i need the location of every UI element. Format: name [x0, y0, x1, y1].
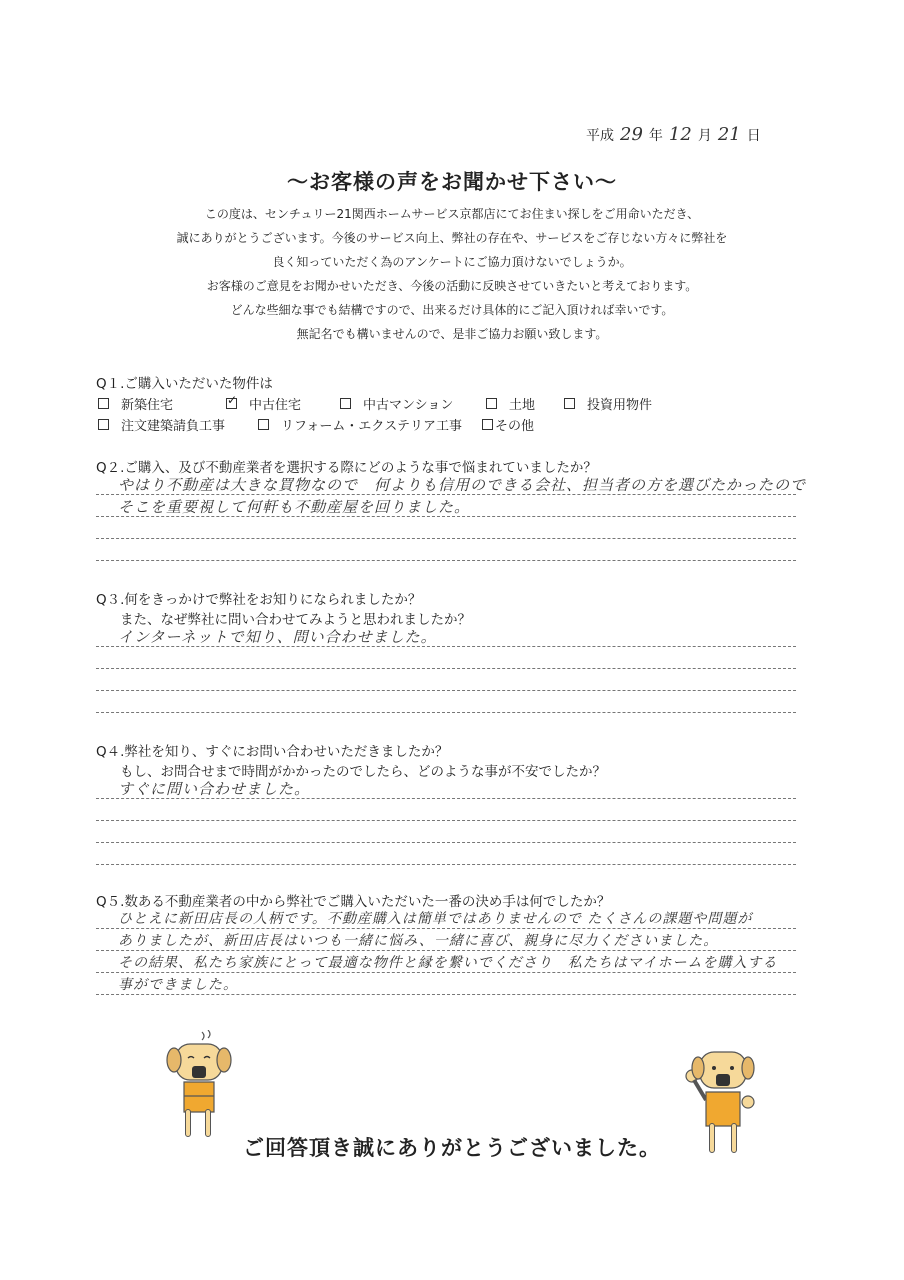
answer-line — [96, 516, 796, 517]
option-label: 土地 — [509, 398, 536, 413]
q2-answer-line: そこを重要視して何軒も不動産屋を回りました。 — [118, 498, 471, 516]
answer-line — [96, 690, 796, 691]
q4-subquestion: もし、お問合せまで時間がかかったのでしたら、どのような事が不安でしたか？ — [120, 764, 606, 780]
answer-line — [96, 972, 796, 973]
dog-mascot-arms-crossed-icon — [162, 1030, 242, 1140]
q2-question: Q２.ご購入、及び不動産業者を選択する際にどのような事で悩まれていましたか？ — [96, 460, 597, 476]
intro-paragraph — [0, 202, 904, 346]
option-reform[interactable] — [258, 415, 466, 434]
option-toshi[interactable] — [564, 394, 652, 413]
option-chuko-mansion[interactable] — [340, 394, 470, 413]
checkbox-chuko-jutaku-checked[interactable] — [226, 398, 237, 409]
option-sonota[interactable] — [482, 415, 534, 434]
answer-line — [96, 712, 796, 713]
q5-answer-line: ひとえに新田店長の人柄です。不動産購入は簡単ではありませんので たくさんの課題や問題が — [118, 911, 753, 927]
closing-thanks: ご回答頂き誠にありがとうございました。 — [243, 1136, 661, 1160]
date-line — [586, 124, 761, 145]
q3-answer-line: インターネットで知り、問い合わせました。 — [118, 628, 437, 646]
answer-line — [96, 928, 796, 929]
intro-line: お客様のご意見をお聞かせいただき、今後の活動に反映させていきたいと考えております。 — [206, 279, 698, 293]
answer-line — [96, 646, 796, 647]
checkbox-reform[interactable] — [258, 419, 269, 430]
answer-line — [96, 560, 796, 561]
q5-answer-line: ありましたが、新田店長はいつも一緒に悩み、一緒に喜び、親身に尽力くださいました。 — [118, 933, 719, 949]
checkbox-chumon[interactable] — [98, 419, 109, 430]
q4-question: Q４.弊社を知り、すぐにお問い合わせいただきましたか？ — [96, 744, 449, 760]
answer-line — [96, 842, 796, 843]
page-title: 〜お客様の声をお聞かせ下さい〜 — [287, 170, 617, 194]
answer-line — [96, 538, 796, 539]
checkbox-tochi[interactable] — [486, 398, 497, 409]
answer-line — [96, 864, 796, 865]
answer-line — [96, 798, 796, 799]
q3-subquestion: また、なぜ弊社に問い合わせてみようと思われましたか？ — [120, 612, 471, 628]
q4-answer-line: すぐに問い合わせました。 — [118, 780, 311, 798]
checkbox-shinchiku[interactable] — [98, 398, 109, 409]
option-label: 中古マンション — [363, 398, 454, 413]
checkbox-chuko-mansion[interactable] — [340, 398, 351, 409]
option-shinchiku[interactable] — [98, 394, 210, 413]
answer-line — [96, 950, 796, 951]
answer-line — [96, 994, 796, 995]
option-chumon[interactable] — [98, 415, 242, 434]
date-year-handwritten: 29 — [620, 124, 643, 145]
q5-answer-line: その結果、私たち家族にとって最適な物件と縁を繋いでくださり 私たちはマイホームを購入する — [118, 955, 778, 971]
option-tochi[interactable] — [486, 394, 548, 413]
checkbox-sonota[interactable] — [482, 419, 493, 430]
date-era: 平成 — [586, 128, 614, 144]
date-month-label: 月 — [697, 128, 712, 144]
q1-options-row2 — [98, 415, 550, 434]
intro-line: この度は、センチュリー21関西ホームサービス京都店にてお住まい探しをご用命いただき、 — [204, 207, 700, 221]
q1-question: Q１.ご購入いただいた物件は — [96, 376, 273, 392]
q2-answer-line: やはり不動産は大きな買物なので 何よりも信用のできる会社、担当者の方を選びたかったので — [118, 476, 807, 494]
checkbox-toshi[interactable] — [564, 398, 575, 409]
option-label: リフォーム・エクステリア工事 — [281, 419, 462, 434]
date-day-handwritten: 21 — [717, 124, 741, 145]
intro-line: 無記名でも構いませんので、是非ご協力お願い致します。 — [296, 327, 608, 341]
q5-answer-line: 事ができました。 — [118, 977, 238, 993]
option-chuko-jutaku[interactable] — [226, 394, 324, 413]
q1-options-row1 — [98, 394, 668, 413]
option-label: 中古住宅 — [249, 398, 302, 413]
answer-line — [96, 494, 796, 495]
q3-question: Q３.何をきっかけで弊社をお知りになられましたか？ — [96, 592, 422, 608]
date-day-label: 日 — [746, 128, 761, 144]
intro-line: 誠にありがとうございます。今後のサービス向上、弊社の存在や、サービスをご存じない方々に弊社を — [176, 231, 728, 245]
option-label: その他 — [495, 419, 535, 434]
answer-line — [96, 668, 796, 669]
option-label: 新築住宅 — [121, 398, 174, 413]
date-month-handwritten: 12 — [668, 124, 692, 145]
option-label: 投資用物件 — [587, 398, 653, 413]
answer-line — [96, 820, 796, 821]
date-year-label: 年 — [648, 128, 663, 144]
option-label: 注文建築請負工事 — [121, 419, 226, 434]
q5-question: Q５.数ある不動産業者の中から弊社でご購入いただいた一番の決め手は何でしたか？ — [96, 894, 611, 910]
intro-line: どんな些細な事でも結構ですので、出来るだけ具体的にご記入頂ければ幸いです。 — [230, 303, 674, 317]
intro-line: 良く知っていただく為のアンケートにご協力頂けないでしょうか。 — [272, 255, 632, 269]
